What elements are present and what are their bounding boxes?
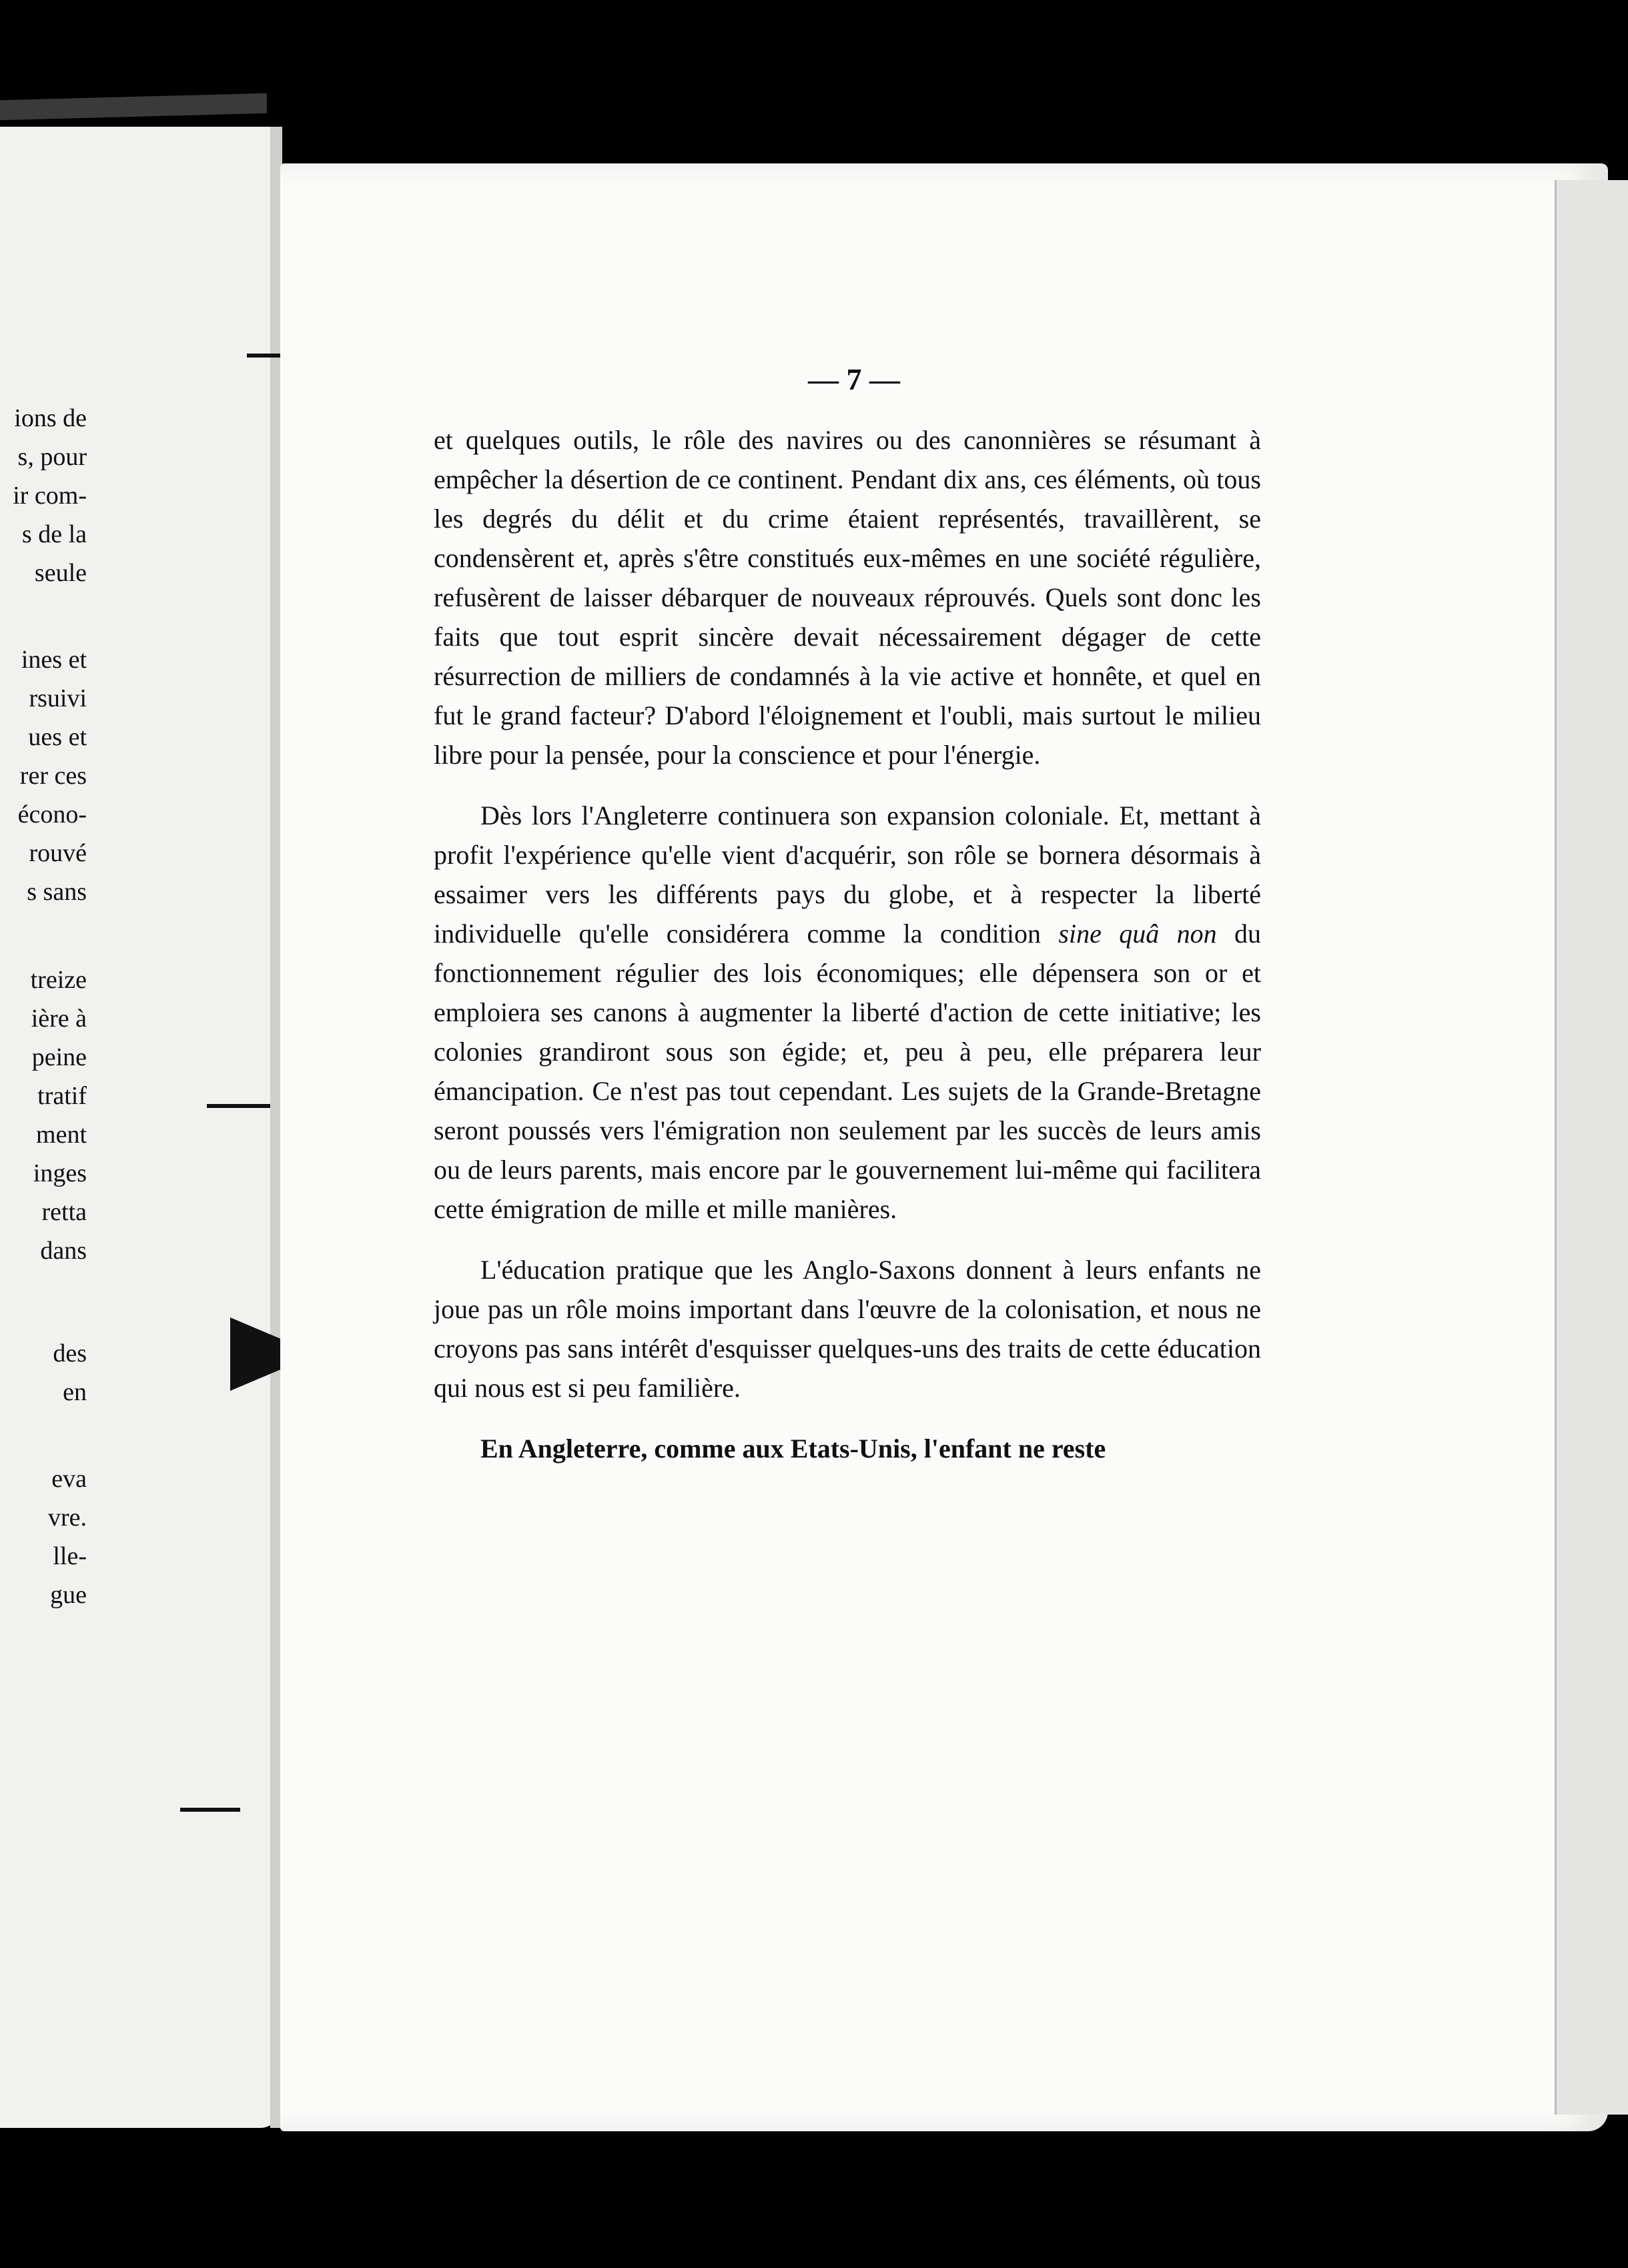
- binding-mark: [207, 1104, 270, 1108]
- paragraph: [434, 796, 1261, 1229]
- left-page-text-block-1: [0, 399, 87, 592]
- left-line: rsuivi: [29, 684, 87, 712]
- left-line: ions de: [14, 404, 87, 432]
- left-line: des: [53, 1339, 87, 1367]
- left-line: gue: [50, 1581, 87, 1609]
- left-line: rer ces: [19, 762, 87, 790]
- page-stack-edge: [1555, 180, 1628, 2115]
- left-page-text-block-4: [0, 1334, 87, 1411]
- left-line: dans: [40, 1237, 87, 1265]
- left-line: tratif: [37, 1082, 87, 1110]
- left-line: lle-: [53, 1542, 87, 1570]
- left-line: inges: [33, 1159, 87, 1187]
- binding-mark: [180, 1808, 240, 1812]
- page-number: — 7 —: [808, 362, 900, 396]
- paragraph: En Angleterre, comme aux Etats-Unis, l'enfant ne reste: [480, 1434, 1106, 1464]
- left-line: s sans: [27, 878, 87, 906]
- left-page-text-block-3: [0, 961, 87, 1270]
- latin-phrase: sine quâ non: [1058, 919, 1217, 949]
- left-page-text-block-5: [0, 1460, 87, 1614]
- left-line: s de la: [21, 520, 87, 548]
- left-line: ines et: [21, 646, 87, 674]
- left-line: écono-: [17, 800, 87, 828]
- left-line: ir com-: [13, 482, 87, 510]
- page-edge-shadow: [0, 93, 267, 120]
- left-line: peine: [31, 1043, 87, 1071]
- paragraph-text: du fonctionnement régulier des lois économiques; elle dépensera son or et emploiera ses canons à augmenter la liberté d'action de cette initiative; les colonies grandiront sous son égide; et, peu à peu, elle préparera leur émancipation. Ce n'est pas tout cependant. Les sujets de la Grande-Bretagne seront poussés vers l'émigration non seulement par les succès de leurs amis ou de leurs parents, mais encore par le gouvernement lui-même qui facilitera cette émigration de mille et mille manières.: [434, 919, 1261, 1224]
- left-line: ière à: [31, 1005, 87, 1033]
- left-line: seule: [34, 559, 87, 587]
- paragraph-text: Dès lors l'Angleterre continuera son expansion coloniale. Et, mettant à profit l'expérience qu'elle vient d'acquérir, son rôle se bornera désormais à essaimer vers les différents pays du globe, et à respecter la liberté individuelle qu'elle considérera comme la condition: [434, 800, 1261, 949]
- left-line: ment: [36, 1121, 87, 1149]
- left-line: treize: [30, 966, 87, 994]
- left-line: vre.: [47, 1504, 87, 1532]
- left-page-text-block-2: [0, 640, 87, 911]
- left-line: eva: [51, 1465, 87, 1493]
- left-line: s, pour: [17, 443, 87, 471]
- paragraph: et quelques outils, le rôle des navires ou des canonnières se résumant à empêcher la désertion de ce continent. Pendant dix ans, ces éléments, où tous les degrés du délit et du crime étaient représentés, travaillèrent, se condensèrent et, après s'être constitués eux-mêmes en une société régulière, refusèrent de laisser débarquer de nouveaux réprouvés. Quels sont donc les faits que tout esprit sincère devait nécessairement dégager de cette résurrection de milliers de condamnés à la vie active et honnête, et quel en fut le grand facteur? D'abord l'éloignement et l'oubli, mais surtout le milieu libre pour la pensée, pour la conscience et pour l'énergie.: [434, 425, 1261, 770]
- left-line: ues et: [28, 723, 87, 751]
- left-line: retta: [41, 1198, 87, 1226]
- left-line: en: [63, 1378, 87, 1406]
- left-line: rouvé: [29, 839, 87, 867]
- paragraph: L'éducation pratique que les Anglo-Saxons donnent à leurs enfants ne joue pas un rôle moins important dans l'œuvre de la colonisation, et nous ne croyons pas sans intérêt d'esquisser quelques-uns des traits de cette éducation qui nous est si peu familière.: [434, 1255, 1261, 1403]
- body-text: [434, 420, 1261, 1490]
